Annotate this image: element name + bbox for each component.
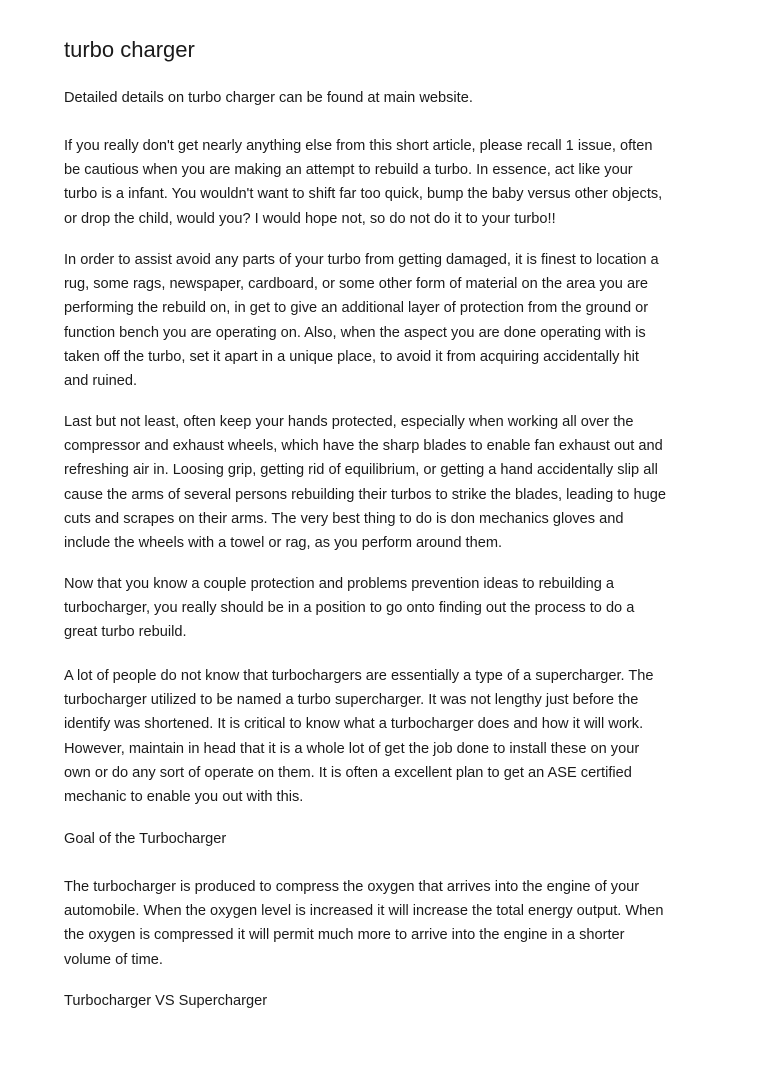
text-line: Goal of the Turbocharger [64, 831, 227, 847]
text-line: cause the arms of several persons rebuilding their turbos to strike the blades, leading to huge [64, 486, 666, 503]
section-heading-goal [64, 827, 714, 851]
text-line: turbocharger utilized to be named a turbo supercharger. It was not lengthy just before the [64, 692, 639, 709]
text-line: and ruined. [64, 373, 138, 390]
text-line: rug, some rags, newspaper, cardboard, or some other form of material on the area you are [64, 276, 649, 293]
text-line: own or do any sort of operate on them. It is often a excellent plan to get an ASE certified [64, 764, 632, 781]
text-line: taken off the turbo, set it apart in a unique place, to avoid it from acquiring accidentally hit [64, 348, 639, 365]
text-line: or drop the child, would you? I would hope not, so do not do it to your turbo!! [64, 210, 556, 227]
text-line: compressor and exhaust wheels, which have the sharp blades to enable fan exhaust out and [64, 438, 663, 455]
text-line: A lot of people do not know that turbochargers are essentially a type of a supercharger. The [64, 668, 654, 684]
paragraph-goal [64, 875, 714, 972]
text-line: If you really don't get nearly anything else from this short article, please recall 1 issue, often [64, 138, 653, 154]
text-line: include the wheels with a towel or rag, as you perform around them. [64, 535, 503, 552]
text-line: In order to assist avoid any parts of your turbo from getting damaged, it is finest to location a [64, 252, 659, 268]
text-line: the oxygen is compressed it will permit much more to arrive into the engine in a shorter [64, 927, 625, 944]
text-line: Now that you know a couple protection and problems prevention ideas to rebuilding a [64, 576, 615, 592]
text-line: identify was shortened. It is critical to know what a turbocharger does and how it will work. [64, 716, 644, 733]
text-line: function bench you are operating on. Also, when the aspect you are done operating with is [64, 324, 646, 341]
section-heading-vs [64, 989, 714, 1013]
paragraph-supercharger [64, 664, 714, 809]
text-line: Last but not least, often keep your hands protected, especially when working all over the [64, 414, 634, 430]
paragraph-hands [64, 410, 714, 555]
text-line: cuts and scrapes on their arms. The very best thing to do is don mechanics gloves and [64, 510, 624, 527]
paragraph-intro [64, 86, 714, 110]
text-line: be cautious when you are making an attempt to rebuild a turbo. In essence, act like your [64, 162, 633, 179]
paragraph-prevention [64, 572, 714, 645]
text-line: However, maintain in head that it is a whole lot of get the job done to install these on your [64, 740, 640, 757]
text-line: Detailed details on turbo charger can be found at main website. [64, 90, 473, 106]
text-line: mechanic to enable you out with this. [64, 789, 304, 806]
page-title: turbo charger [64, 37, 195, 62]
text-line: Turbocharger VS Supercharger [64, 993, 268, 1009]
paragraph-protection [64, 248, 714, 393]
text-line: turbocharger, you really should be in a position to go onto finding out the process to do a [64, 600, 635, 617]
text-line: performing the rebuild on, in get to give an additional layer of protection from the ground or [64, 300, 649, 317]
text-line: automobile. When the oxygen level is increased it will increase the total energy output. When [64, 903, 664, 920]
text-line: volume of time. [64, 951, 163, 968]
text-line: great turbo rebuild. [64, 624, 187, 641]
paragraph-caution [64, 134, 714, 231]
text-line: The turbocharger is produced to compress the oxygen that arrives into the engine of your [64, 879, 640, 895]
text-line: turbo is a infant. You wouldn't want to shift far too quick, bump the baby versus other objects, [64, 186, 663, 203]
text-line: refreshing air in. Loosing grip, getting rid of equilibrium, or getting a hand accidentally slip all [64, 462, 658, 479]
